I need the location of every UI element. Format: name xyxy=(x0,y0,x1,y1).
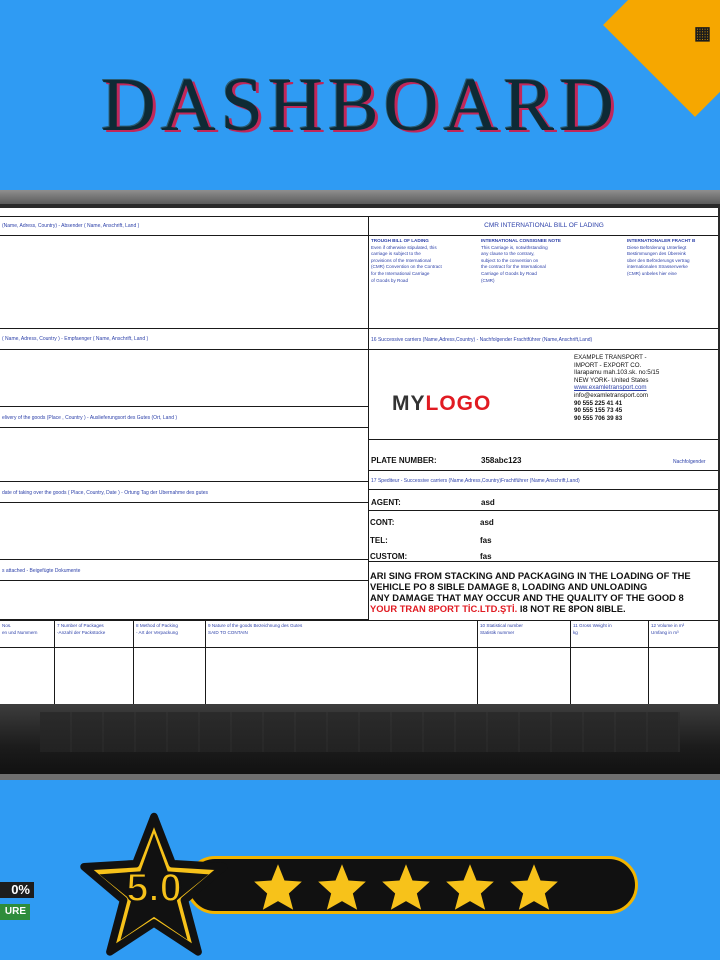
spediteur-label: 17 Spediteur - Successive carriers (Name,Adress,Country)Frachtführer (Name,Anschrift,Land) xyxy=(371,478,580,484)
plate-label: PLATE NUMBER: xyxy=(371,456,437,465)
consignee-header-cell xyxy=(0,328,369,350)
plate-cell xyxy=(368,439,718,471)
sender-label: (Name, Adress, Country) - Absender ( Name, Anschrift, Land ) xyxy=(2,223,140,229)
agent-cell xyxy=(368,489,718,511)
col-nature-field[interactable] xyxy=(205,647,478,704)
cont-label: CONT: xyxy=(370,518,395,527)
agent-value[interactable]: asd xyxy=(481,498,495,507)
rating-score: 5.0 xyxy=(126,866,182,910)
rating-stars xyxy=(252,862,560,912)
agent-label: AGENT: xyxy=(371,498,401,507)
consignee-label: ( Name, Adress, Country ) - Empfaenger ( Name, Anschrift, Land ) xyxy=(2,336,149,342)
col-statistical-header: 10 Statistical number Statistik nummer xyxy=(477,620,571,648)
corner-badge-icon: ▦ xyxy=(694,23,712,43)
sender-field[interactable] xyxy=(0,235,369,329)
star-icon xyxy=(508,862,560,912)
star-icon xyxy=(444,862,496,912)
company-contact: EXAMPLE TRANSPORT - IMPORT - EXPORT CO. Ilarapamu mah.103.sk. no:5/15 NEW YORK- United States www.examletransport.com info@examletransport.com 90 555 225 41 41 90 555 155 73 45 90 555 706 39 83 xyxy=(574,354,660,422)
delivery-header-cell xyxy=(0,406,369,428)
laptop-lid-edge xyxy=(0,190,720,204)
taking-over-label: date of taking over the goods ( Place, Country, Date ) - Ortung Tag der Ubernahme des gutes xyxy=(2,490,209,496)
cont-tel-custom-block xyxy=(368,510,718,562)
col-weight-field[interactable] xyxy=(570,647,649,704)
spediteur-cell xyxy=(368,470,718,490)
col-packages-field[interactable] xyxy=(54,647,134,704)
col-volume-header: 12 Volume in m³ Umfang in m³ xyxy=(648,620,718,648)
successive-carriers-cell xyxy=(368,328,718,350)
delivery-field[interactable] xyxy=(0,427,369,482)
col-packages-header: 7 Number of Packages -Anzahl der Packstücke xyxy=(54,620,134,648)
plate-value[interactable]: 358abc123 xyxy=(481,456,522,465)
col-nature-header: 9 Nature of the goods Bezeichnung des Gutes SAID TO CONTAIN xyxy=(205,620,478,648)
custom-value[interactable]: fas xyxy=(480,552,492,561)
taking-over-header-cell xyxy=(0,481,369,503)
laptop-screen xyxy=(0,208,718,704)
company-website-link[interactable]: www.examletransport.com xyxy=(574,384,647,392)
cmr-form xyxy=(0,216,718,696)
cmr-terms-cell xyxy=(368,235,718,329)
col-marks-header: Nos. en und Nummern xyxy=(0,620,55,648)
nachfolgender-label: Nachfolgender xyxy=(673,459,706,465)
percent-badge: 0% URE xyxy=(0,872,44,922)
terms-col-1: TROUGH BILL OF LADING Even if otherwise stipulated, this carriage is subject to the provisions of the International (CMR) Convention on the Contract for the International Carriage of Goods by Road xyxy=(371,238,442,283)
keyboard-keys xyxy=(40,712,680,752)
consignee-field[interactable] xyxy=(0,349,369,407)
page-title: DASHBOARD xyxy=(101,63,619,147)
successive-label: 16 Successive carriers (Name,Adress,Country) - Nachfolgender Frachtführer (Name,Anschrift,Land) xyxy=(371,337,593,343)
tel-label: TEL: xyxy=(370,536,388,545)
tel-value[interactable]: fas xyxy=(480,536,492,545)
terms-col-2: INTERNATIONAL CONSIGNEE NOTE This Carriage is, notwithstanding any clause to the contrary, subject to the convention on the contract for the International Carriage of Goods by Road (CMR) xyxy=(481,238,561,283)
documents-label: s attached - Beigefügte Dokumente xyxy=(2,568,81,574)
col-statistical-field[interactable] xyxy=(477,647,571,704)
col-packing-header: 8 Method of Packing - Art der Verpackung xyxy=(133,620,206,648)
sender-header-cell xyxy=(0,216,369,236)
documents-header-cell xyxy=(0,559,369,581)
cmr-title-cell xyxy=(368,216,718,236)
col-weight-header: 11 Gross Weight in kg xyxy=(570,620,649,648)
documents-field[interactable] xyxy=(0,580,369,620)
star-icon xyxy=(316,862,368,912)
liability-notice: ARI SING FROM STACKING AND PACKAGING IN THE LOADING OF THE VEHICLE PO 8 SIBLE DAMAGE 8, LOADING AND UNLOADING ANY DAMAGE THAT MAY OCCUR AND THE QUALITY OF THE GOOD 8 YOUR TRAN 8PORT TİC.LTD.ŞTİ. I8 NOT RE 8PON 8IBLE. xyxy=(370,570,691,614)
taking-over-field[interactable] xyxy=(0,502,369,560)
col-volume-field[interactable] xyxy=(648,647,718,704)
delivery-label: elivery of the goods (Place , Country ) - Auslieferungsort des Gutes (Ort, Land ) xyxy=(2,415,178,421)
terms-col-3: INTERNATIONALER FRACHT B Diese Beförderung Unterliegt Bestimmungen des Übereink über den Beförderungs vertrag internationalen Strassenverke (CMR) unbeles hier eine xyxy=(627,238,696,276)
custom-label: CUSTOM: xyxy=(370,552,408,561)
company-logo: MYLOGO xyxy=(392,392,492,415)
cmr-title: CMR INTERNATIONAL BILL OF LADING xyxy=(484,222,604,229)
col-packing-field[interactable] xyxy=(133,647,206,704)
laptop-base xyxy=(0,774,720,780)
company-name-red: YOUR TRAN 8PORT TİC.LTD.ŞTİ. xyxy=(370,603,518,614)
star-icon xyxy=(380,862,432,912)
star-icon xyxy=(252,862,304,912)
col-marks-field[interactable] xyxy=(0,647,55,704)
cont-value[interactable]: asd xyxy=(480,518,494,527)
